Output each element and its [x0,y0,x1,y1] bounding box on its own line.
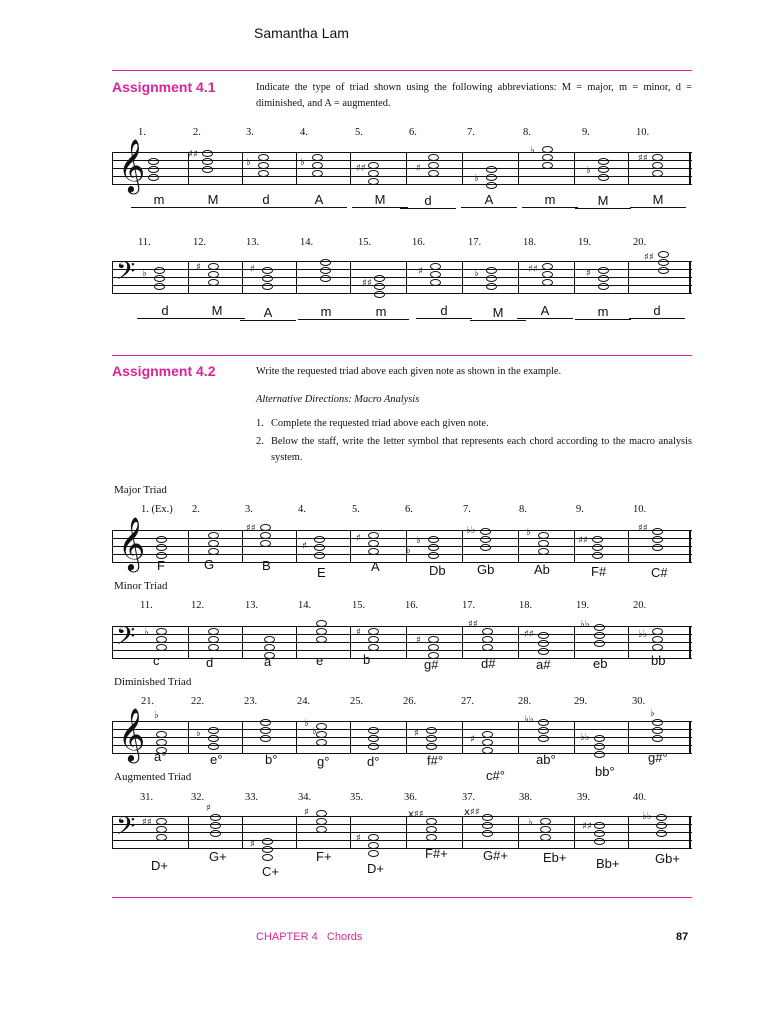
bass-clef-icon: 𝄢 [116,812,136,847]
chapter-title: Chords [326,931,363,943]
bass-clef-icon: 𝄢 [116,622,136,657]
staff-a41-row2: 𝄢 ♭ ♯ ♯ ♯♯ ♯ ♭ ♯♯ ♯ ♯♯ [112,261,692,293]
staff-diminished-triad: 𝄞 ♭ ♭ ♭ ♭ ♯ ♯ ♭♭ ♭♭ ♭ [112,721,692,753]
student-name: Samantha Lam [254,25,349,41]
list-item: 1. Complete the requested triad above each given note. [256,418,489,429]
assignment-4-2-title: Assignment 4.2 [112,363,216,379]
minor-triad-label: Minor Triad [114,580,168,592]
footer-chapter [256,931,362,943]
chapter-number: CHAPTER 4 [256,931,318,943]
assignment-4-1-instruction: Indicate the type of triad shown using the following abbreviations: M = major, m = minor, d = diminished, and A = augmented. [256,82,692,109]
treble-clef-icon: 𝄞 [118,516,146,570]
bass-clef-icon: 𝄢 [116,257,136,292]
section-rule [112,355,692,356]
assignment-4-2-instruction: Write the requested triad above each given note as shown in the example. [256,366,562,377]
staff-major-triad: 𝄞 ♯♯ ♯ ♯ ♭ ♭ ♭♭ ♭ ♯♯ ♯♯ [112,530,692,562]
page-number: 87 [676,931,689,943]
staff-augmented-triad: 𝄢 ♯♯ ♯ ♯ ♯ ♯ x♯♯ x♯♯ ♭ ♯♯ ♭♭ [112,816,692,848]
staff-a41-row1: 𝄞 ♯♯ ♭ ♭ ♯♯ ♯ ♭ ♭ ♭ ♯♯ [112,152,692,184]
treble-clef-icon: 𝄞 [118,707,146,761]
section-rule [112,897,692,898]
staff-minor-triad: 𝄢 ♭ ♯ ♯ ♯♯ ♯♯ ♭♭ ♭♭ [112,626,692,658]
augmented-triad-label: Augmented Triad [114,771,192,783]
alternative-directions-list [256,416,692,468]
treble-clef-icon: 𝄞 [118,138,146,192]
major-triad-label: Major Triad [114,484,167,496]
diminished-triad-label: Diminished Triad [114,676,192,688]
assignment-4-1-title: Assignment 4.1 [112,79,216,95]
list-item: 2. Below the staff, write the letter symbol that represents each chord according to the macro analysis system. [256,436,692,463]
alternative-directions-heading: Alternative Directions: Macro Analysis [256,394,420,405]
section-rule [112,70,692,71]
